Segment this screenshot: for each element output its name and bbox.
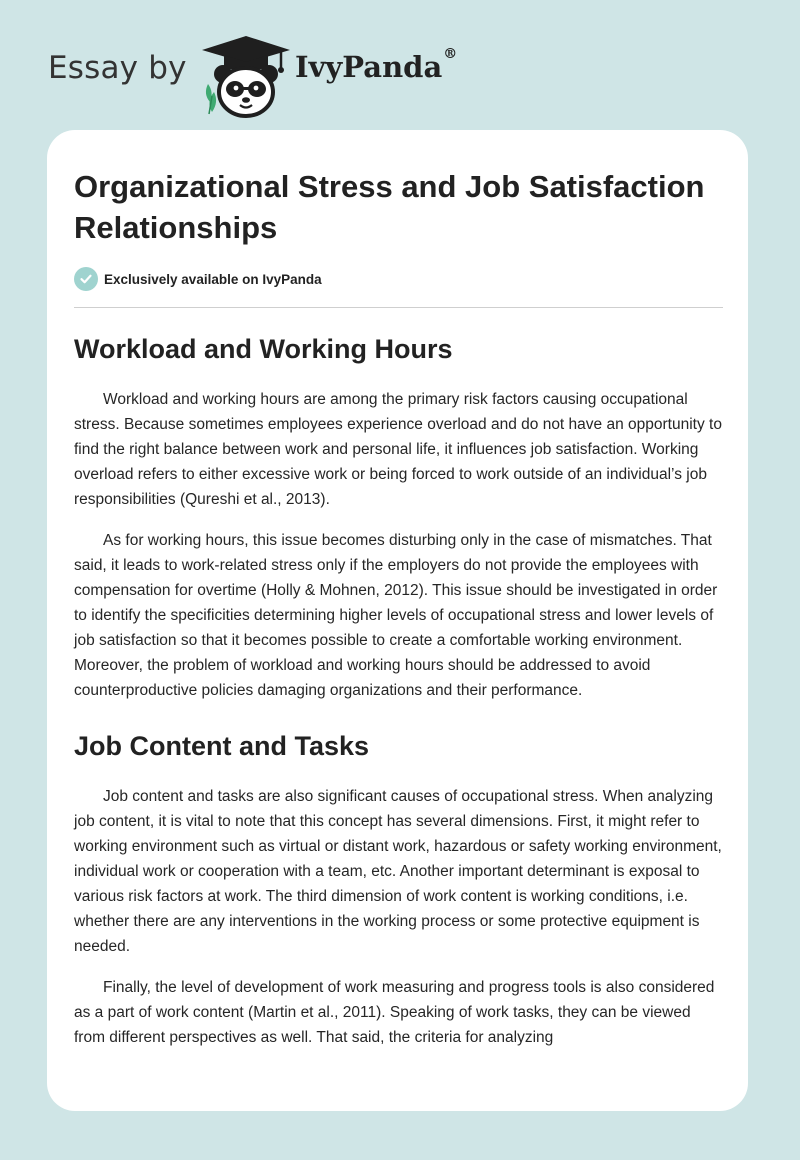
site-header: [48, 22, 508, 114]
paragraph: Finally, the level of development of work measuring and progress tools is also considered as a part of work content (Martin et al., 2011). Speaking of work tasks, they can be viewed from different perspectives as well. That said, the criteria for analyzing: [74, 979, 715, 1046]
paragraph: As for working hours, this issue becomes disturbing only in the case of mismatches. That said, it leads to work-related stress only if the employers do not provide the employees with compensation for overtime (Holly & Mohnen, 2012). This issue should be investigated in order to identify the specificities determining higher levels of occupational stress and lower levels of job satisfaction so that it becomes possible to create a comfortable working environment. Moreover, the problem of workload and working hours should be addressed to avoid counterproductive policies damaging organizations and their performance.: [74, 532, 718, 699]
checkmark-icon: [74, 267, 98, 291]
brand-name[interactable]: IvyPanda®: [295, 46, 458, 84]
section-heading: Job Content and Tasks: [74, 731, 370, 761]
exclusive-label: Exclusively available on IvyPanda: [104, 271, 322, 287]
divider: [74, 307, 723, 308]
section-heading: Workload and Working Hours: [74, 334, 453, 364]
exclusive-badge: [74, 266, 724, 292]
essay-by-label: Essay by: [48, 50, 187, 86]
registered-mark: ®: [443, 46, 458, 62]
paragraph: Job content and tasks are also significant causes of occupational stress. When analyzing job content, it is vital to note that this concept has several dimensions. First, it might refer to working environment such as virtual or distant work, hazardous or safety working environment, individual work or cooperation with a team, etc. Another important determinant is exposal to various risk factors at work. The third dimension of work content is working conditions, i.e. whether there are any interventions in the working process or some protective equipment is needed.: [74, 788, 722, 955]
essay-card: [47, 130, 748, 1111]
essay-content: [74, 166, 724, 1050]
paragraph: Workload and working hours are among the primary risk factors causing occupational stress. Because sometimes employees experience overload and do not have an opportunity to find the right balance between work and personal life, it influences job satisfaction. Working overload refers to either excessive work or being forced to work outside of an individual’s job responsibilities (Qureshi et al., 2013).: [74, 391, 722, 508]
panda-graduate-logo-icon: [200, 34, 292, 118]
essay-title: Organizational Stress and Job Satisfaction Relationships: [74, 169, 705, 245]
